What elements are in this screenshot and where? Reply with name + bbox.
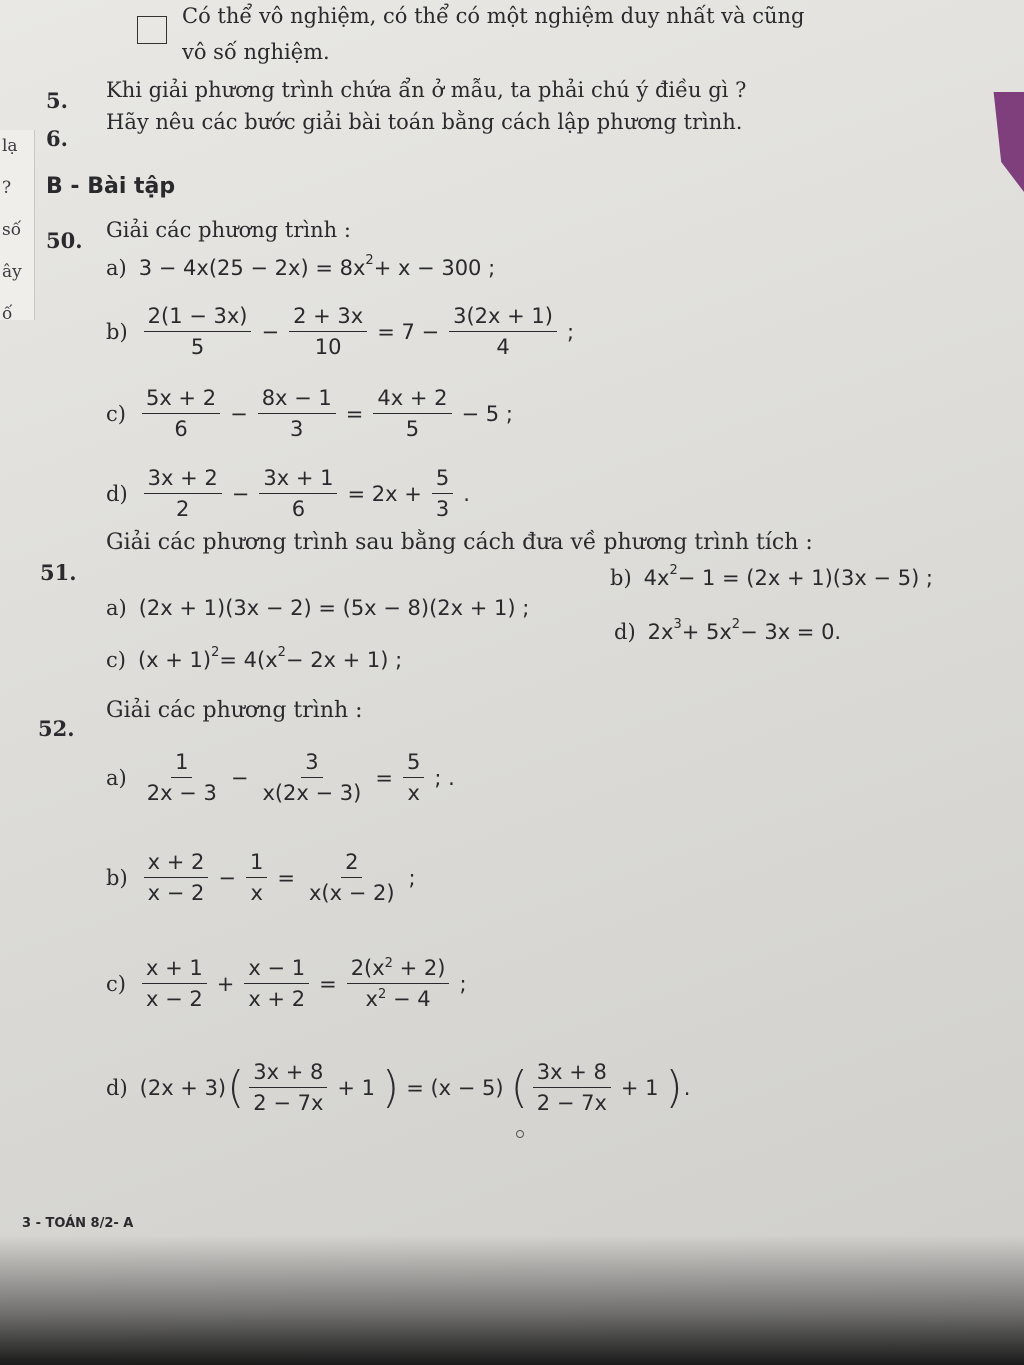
item-label: a) <box>106 765 127 790</box>
operator: − <box>231 481 250 506</box>
item-label: b) <box>106 865 128 890</box>
operator: + <box>216 971 235 996</box>
equation-text: (2x + 1)(3x − 2) = (5x − 8)(2x + 1) ; <box>138 596 530 620</box>
operator: . <box>683 1075 691 1100</box>
exponent: 2 <box>365 252 374 268</box>
operator: = <box>277 865 295 890</box>
bottom-shadow <box>0 1235 1024 1365</box>
operator: ; <box>566 319 575 344</box>
item-label: d) <box>614 620 636 644</box>
option-checkbox[interactable] <box>137 16 167 44</box>
fraction: $\frac{3}{x(2x - 3)}$ <box>262 750 362 805</box>
section-title: B - Bài tập <box>46 174 176 199</box>
adjacent-page-edge <box>0 130 35 324</box>
fraction: $\frac{1}{2x - 3}$ <box>146 750 217 805</box>
big-paren: ( <box>510 1061 528 1113</box>
operator: ; <box>408 865 416 890</box>
fraction: $\frac{x - 1}{x + 2}$ <box>244 956 309 1011</box>
fraction: $\frac{8x - 1}{3}$ <box>258 386 336 441</box>
equation-52b <box>106 850 422 905</box>
equation-51d: d) 2x $^3$ + 5x $^2$ − 3x = 0. <box>614 616 842 644</box>
equation-52a <box>106 750 461 805</box>
margin-fragment: ? <box>2 178 12 198</box>
equation-text: + x − 300 ; <box>373 256 496 280</box>
equation-51c: c) (x + 1) $^2$ = 4(x $^2$ − 2x + 1) ; <box>106 644 403 672</box>
fraction: $\frac{2}{x(x - 2)}$ <box>308 850 395 905</box>
exercise-title: Giải các phương trình sau bằng cách đưa về phương trình tích : <box>106 530 813 555</box>
page-footer: 3 - TOÁN 8/2- A <box>22 1216 134 1231</box>
fraction: $\frac{2(x^2 + 2)}{x^2 - 4}$ <box>347 956 450 1011</box>
operator: = 7 − <box>377 319 440 344</box>
operator: − 5 ; <box>461 401 513 426</box>
operator: . <box>463 481 470 506</box>
operator: = 2x + <box>347 481 422 506</box>
fraction: $\frac{x + 1}{x - 2}$ <box>142 956 207 1011</box>
fraction: $\frac{3x + 8}{2 - 7x}$ <box>249 1060 327 1115</box>
equation-50b <box>106 304 580 359</box>
item-label: c) <box>106 971 126 996</box>
margin-fragment: ố <box>2 304 13 324</box>
margin-fragment: số <box>2 220 22 240</box>
big-paren: ( <box>227 1061 245 1113</box>
equation-52c <box>106 956 473 1011</box>
equation-52d: d) (2x + 3) ( $\frac{3x + 8}{2 - 7x}$ + 1 ) = (x − 5) ( $\frac{3x + 8}{2 - 7x}$ + 1 ) . <box>106 1060 691 1115</box>
margin-fragment: lạ <box>2 136 18 156</box>
equation-51b: b) 4x $^2$ − 1 = (2x + 1)(3x − 5) ; <box>610 562 934 590</box>
operator: + 1 <box>337 1075 376 1100</box>
operator: − <box>230 765 249 790</box>
equation-text: 3 − 4x(25 − 2x) = 8x <box>138 256 366 280</box>
exercise-title: Giải các phương trình : <box>106 698 363 723</box>
equation-50c <box>106 386 519 441</box>
operator: = <box>319 971 337 996</box>
exercise-number: 52. <box>38 716 75 741</box>
question-text: Hãy nêu các bước giải bài toán bằng cách lập phương trình. <box>106 110 743 134</box>
option-text-line1: Có thể vô nghiệm, có thể có một nghiệm duy nhất và cũng <box>182 4 805 28</box>
item-label: a) <box>106 596 127 620</box>
operator: = <box>375 765 393 790</box>
operator: − <box>218 865 236 890</box>
fraction: $\frac{3(2x + 1)}{4}$ <box>449 304 557 359</box>
big-paren: ) <box>665 1061 683 1113</box>
item-label: c) <box>106 401 126 426</box>
operator: − <box>261 319 280 344</box>
operator: = <box>345 401 364 426</box>
item-label: d) <box>106 1075 128 1100</box>
exercise-number: 50. <box>46 228 83 253</box>
big-paren: ) <box>382 1061 400 1113</box>
fraction: $\frac{5}{x}$ <box>403 750 424 805</box>
fraction: $\frac{2 + 3x}{10}$ <box>289 304 367 359</box>
operator: + 1 <box>620 1075 659 1100</box>
question-number: 5. <box>46 88 68 113</box>
option-text-line2: vô số nghiệm. <box>182 40 330 64</box>
operator: ; . <box>434 765 455 790</box>
margin-fragment: ây <box>2 262 22 282</box>
question-text: Khi giải phương trình chứa ẩn ở mẫu, ta phải chú ý điều gì ? <box>106 78 747 102</box>
fraction: $\frac{x + 2}{x - 2}$ <box>144 850 209 905</box>
bookmark-ribbon <box>986 92 1024 192</box>
item-label: b) <box>106 319 128 344</box>
item-label: b) <box>610 566 632 590</box>
ink-dot <box>516 1130 524 1138</box>
equation-50a <box>106 252 496 280</box>
item-label: c) <box>106 648 126 672</box>
fraction: $\frac{3x + 8}{2 - 7x}$ <box>533 1060 611 1115</box>
fraction: $\frac{4x + 2}{5}$ <box>373 386 451 441</box>
operator: − <box>230 401 248 426</box>
fraction: $\frac{3x + 2}{2}$ <box>144 466 222 521</box>
operator: = (x − 5) <box>406 1075 504 1100</box>
exercise-number: 51. <box>40 560 77 585</box>
fraction: $\frac{1}{x}$ <box>246 850 267 905</box>
fraction: $\frac{5x + 2}{6}$ <box>142 386 220 441</box>
fraction: $\frac{3x + 1}{6}$ <box>259 466 337 521</box>
equation-50d <box>106 466 476 521</box>
item-label: a) <box>106 256 127 280</box>
fraction: $\frac{5}{3}$ <box>432 466 453 521</box>
operator: ; <box>459 971 467 996</box>
fraction: $\frac{2(1 - 3x)}{5}$ <box>144 304 252 359</box>
question-number: 6. <box>46 126 68 151</box>
exercise-title: Giải các phương trình : <box>106 218 351 242</box>
item-label: d) <box>106 481 128 506</box>
equation-51a <box>106 596 529 620</box>
